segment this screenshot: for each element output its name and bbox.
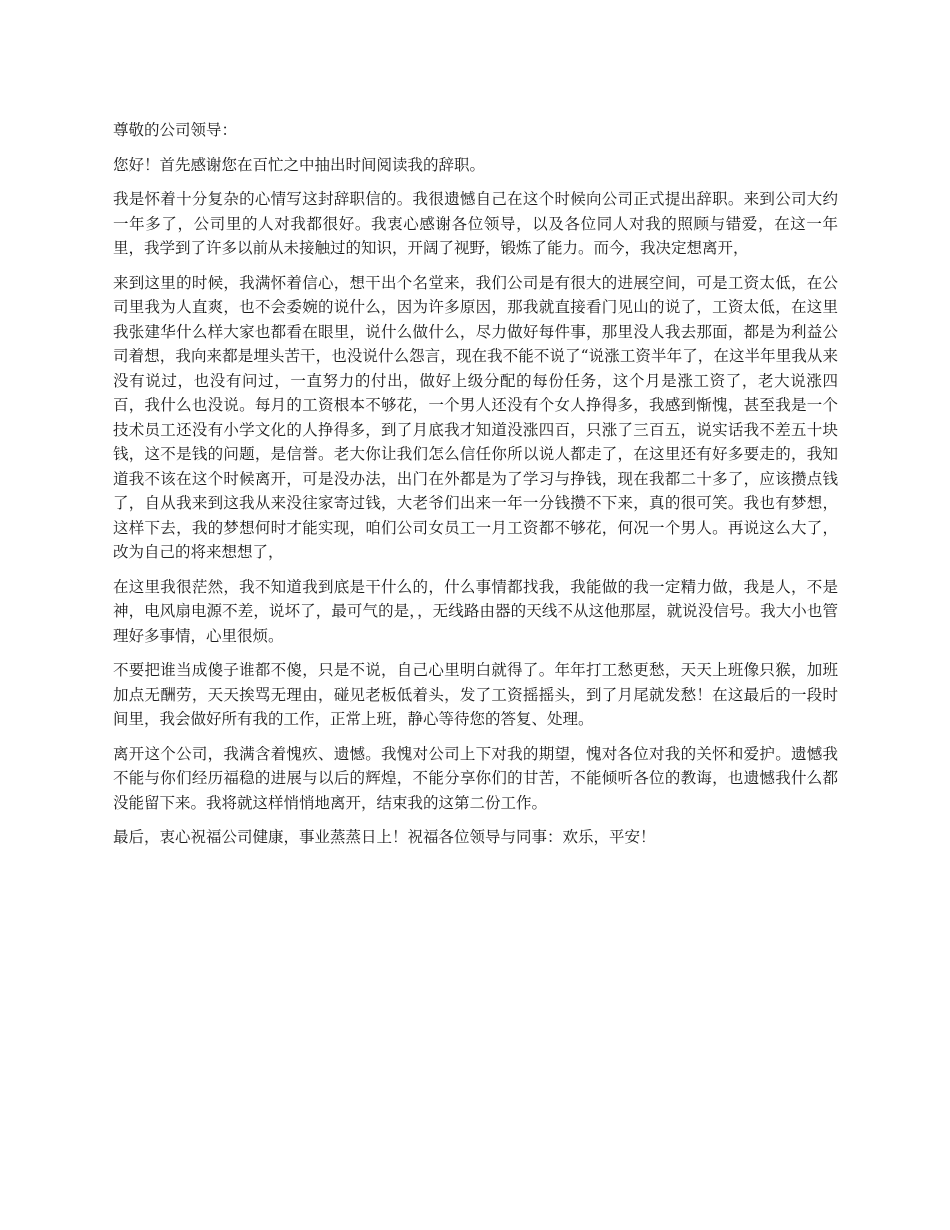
greeting-paragraph: 您好！首先感谢您在百忙之中抽出时间阅读我的辞职。 [113,155,486,174]
paragraph-complaint: 不要把谁当成傻子谁都不傻，只是不说，自己心里明白就得了。年年打工愁更愁，天天上班像只猴，加班加点无酬劳，天天挨骂无理由，碰见老板低着头，发了工资摇摇头，到了月尾就发愁！在这最后的一段时间里，我会做好所有我的工作，正常上班，静心等待您的答复、处理。 [113,661,838,728]
paragraph-confusion: 在这里我很茫然，我不知道我到底是干什么的，什么事情都找我，我能做的我一定精力做，我是人，不是神，电风扇电源不差，说坏了，最可气的是，，无线路由器的天线不从这他那屋，就说没信号。我大小也管理好多事情，心里很烦。 [113,577,838,645]
paragraph-regret: 离开这个公司，我满含着愧疚、遗憾。我愧对公司上下对我的期望，愧对各位对我的关怀和爱护。遗憾我不能与你们经历福稳的进展与以后的辉煌，不能分享你们的甘苦，不能倾听各位的教诲，也遗憾我什么都没能留下来。我将就这样悄悄地离开，结束我的这第二份工作。 [113,744,838,812]
letter-body [113,118,838,860]
salutation: 尊敬的公司领导： [113,121,238,139]
closing-paragraph: 最后，衷心祝福公司健康，事业蒸蒸日上！祝福各位领导与同事：欢乐，平安！ [113,828,656,846]
paragraph-intent: 我是怀着十分复杂的心情写这封辞职信的。我很遗憾自己在这个时候向公司正式提出辞职。来到公司大约一年多了，公司里的人对我都很好。我衷心感谢各位领导，以及各位同人对我的照顾与错爱，在这一年里，我学到了许多以前从未接触过的知识，开阔了视野，锻炼了能力。而今，我决定想离开， [113,190,838,257]
paragraph-reasons: 来到这里的时候，我满怀着信心，想干出个名堂来，我们公司是有很大的进展空间，可是工资太低，在公司里我为人直爽，也不会委婉的说什么，因为许多原因，那我就直接看门见山的说了，工资太低，在这里我张建华什么样大家也都看在眼里，说什么做什么，尽力做好每件事，那里没人我去那面，都是为利益公司着想，我向来都是埋头苦干，也没说什么怨言，现在我不能不说了“说涨工资半年了，在这半年里我从来没有说过，也没有问过，一直努力的付出，做好上级分配的每份任务，这个月是涨工资了，老大说涨四百，我什么也没说。每月的工资根本不够花，一个男人还没有个女人挣得多，我感到惭愧，甚至我是一个技术员工还没有小学文化的人挣得多，到了月底我才知道没涨四百，只涨了三百五，说实话我不差五十块钱，这不是钱的问题，是信誉。老大你让我们怎么信任你所以说人都走了，在这里还有好多要走的，我知道我不该在这个时候离开，可是没办法，出门在外都是为了学习与挣钱，现在我都二十多了，应该攒点钱了，自从我来到这我从来没往家寄过钱，大老爷们出来一年一分钱攒不下来，真的很可笑。我也有梦想，这样下去，我的梦想何时才能实现，咱们公司女员工一月工资都不够花，何况一个男人。再说这么大了，改为自己的将来想想了， [113,273,838,561]
